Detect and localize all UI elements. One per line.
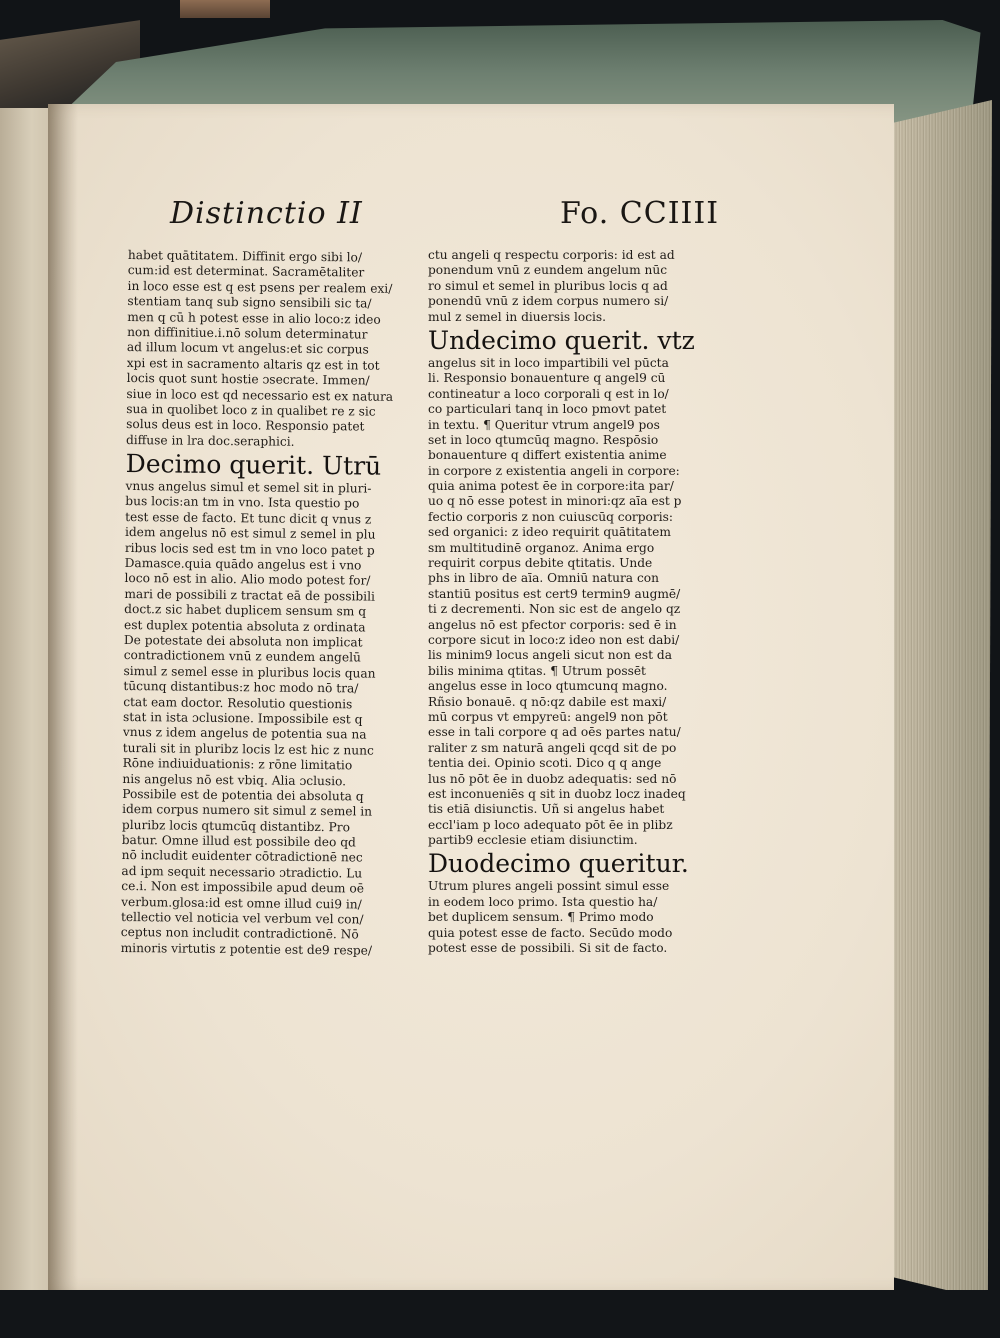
text-line: tūcunq distantibus:z hoc modo nō tra/ [123, 679, 359, 696]
text-line: angelus nō est pfector corporis: sed ē in [428, 617, 677, 632]
text-line: ro simul et semel in pluribus locis q ad [428, 278, 668, 293]
verso-page-edge [0, 108, 54, 1298]
text-line: mari de possibili z tractat eā de possibili [124, 586, 376, 604]
text-line: tellectio vel noticia vel verbum vel con/ [120, 909, 364, 927]
text-line: quia potest esse de facto. Secūdo modo [428, 925, 673, 940]
text-line: sm multitudinē organoz. Anima ergo [428, 540, 655, 555]
text-line: test esse de facto. Et tunc dicit q vnus z [125, 509, 372, 527]
text-line: nis angelus nō est vbiq. Alia ɔclusio. [122, 771, 347, 788]
text-line: bonauenture q differt existentia anime [428, 448, 667, 463]
text-line: tis etiā disiunctis. Uñ si angelus habet [428, 802, 665, 817]
text-line: idem angelus nō est simul z semel in plu [124, 525, 376, 542]
text-column-right [428, 248, 738, 956]
text-line: contineatur a loco corporali q est in lo/ [428, 386, 669, 401]
text-line: fectio corporis z non cuiuscūq corporis: [428, 509, 673, 524]
text-line: li. Responsio bonauenture q angel9 cū [428, 371, 666, 386]
binding-leather [180, 0, 270, 18]
text-line: habet quātitatem. Diffinit ergo sibi lo/ [127, 248, 363, 265]
text-line: contradictionem vnū z eundem angelū [123, 648, 361, 665]
text-line: in corpore z existentia angeli in corpore: [428, 463, 680, 478]
text-line: corpore sicut in loco:z ideo non est dabi/ [428, 632, 680, 647]
text-line: mū corpus vt empyreū: angel9 non pōt [428, 709, 668, 724]
text-line: quia anima potest ēe in corpore:ita par/ [428, 479, 674, 494]
text-line: bilis minima qtitas. ¶ Utrum possēt [428, 663, 646, 678]
text-line: angelus sit in loco impartibili vel pūcta [428, 355, 669, 370]
text-line: ad ipm sequit necessario ɔtradictio. Lu [121, 863, 363, 881]
text-line: diffuse in lra doc.seraphici. [125, 432, 295, 449]
text-line: esse in tali corpore q ad oēs partes natu/ [428, 725, 681, 740]
text-line: requirit corpus debite qtitatis. Unde [428, 556, 653, 571]
text-line: Possibile est de potentia dei absoluta q [122, 786, 364, 804]
text-line: vnus angelus simul et semel sit in pluri- [125, 479, 372, 496]
text-line: raliter z sm naturā angeli qcqd sit de po [428, 740, 677, 755]
text-line: ctu angeli q respectu corporis: id est ad [428, 248, 675, 262]
text-line: lis minim9 locus angeli sicut non est da [428, 648, 672, 663]
text-line: ponendū vnū z idem corpus numero si/ [428, 294, 669, 309]
text-line: partib9 ecclesie etiam disiunctim. [428, 833, 638, 848]
text-line: ce.i. Non est impossibile apud deum oē [121, 879, 365, 896]
text-line: vnus z idem angelus de potentia sua na [122, 725, 367, 742]
text-line: eccl'iam p loco adequato pōt ēe in plibz [428, 817, 673, 832]
text-line: co particulari tanq in loco pmovt patet [428, 402, 667, 417]
background-strip [0, 1290, 1000, 1338]
text-line: Damasce.quia quādo angelus est i vno [124, 556, 362, 573]
text-line: ceptus non includit contradictionē. Nō [120, 925, 359, 942]
text-line: ribus locis sed est tm in vno loco patet p [124, 540, 375, 558]
text-line: mul z semel in diuersis locis. [428, 309, 607, 324]
text-line: turali sit in pluribz locis lz est hic z nunc [122, 740, 374, 758]
text-line: pluribz locis qtumcūq distantibz. Pro [121, 817, 351, 835]
text-line: idem corpus numero sit simul z semel in [122, 802, 373, 819]
text-line: bus locis:an tm in vno. Ista questio po [125, 494, 360, 511]
text-line: doct.z sic habet duplicem sensum sm q [124, 602, 367, 619]
text-line: locis quot sunt hostie ɔsecrate. Immen/ [126, 371, 370, 388]
text-line: ti z decrementi. Non sic est de angelo qz [428, 602, 681, 617]
text-line: stantiū positus est cert9 termin9 augmē/ [428, 586, 681, 601]
text-column-left [121, 248, 428, 959]
text-line: ctat eam doctor. Resolutio questionis [123, 694, 353, 711]
text-line: simul z semel esse in pluribus locis quan [123, 663, 376, 681]
text-line: Rñsio bonauē. q nō:qz dabile est maxi/ [428, 694, 667, 709]
text-line: ad illum locum vt angelus:et sic corpus [126, 340, 369, 357]
text-line: cum:id est determinat. Sacramētaliter [127, 263, 365, 280]
folio-number: Fo. CCIIII [560, 196, 720, 231]
text-line: tentia dei. Opinio scoti. Dico q q ange [428, 756, 662, 771]
text-line: angelus esse in loco qtumcunq magno. [428, 679, 668, 694]
rubric-decimo: Decimo querit. Utrū [125, 449, 382, 481]
running-head: Distinctio II [170, 196, 363, 231]
text-line: est inconueniēs q sit in duobz locz inadeq [428, 786, 686, 801]
text-line: loco nō est in alio. Alio modo potest for/ [124, 571, 371, 588]
rubric-duodecimo: Duodecimo queritur. [428, 849, 689, 879]
text-line: uo q nō esse potest in minori:qz aīa est p [428, 494, 682, 509]
text-line: batur. Omne illud est possibile deo qd [121, 833, 356, 850]
text-line: men q cū h potest esse in alio loco:z ideo [127, 309, 381, 327]
text-line: solus deus est in loco. Responsio patet [126, 417, 365, 434]
text-line: stat in ista ɔclusione. Impossibile est q [123, 709, 363, 727]
text-line: ponendum vnū z eundem angelum nūc [428, 263, 668, 278]
text-line: sua in quolibet loco z in qualibet re z sic [126, 401, 376, 419]
text-line: De potestate dei absoluta non implicat [123, 632, 363, 650]
text-line: minoris virtutis z potentie est de9 respe/ [120, 940, 373, 958]
text-line: stentiam tanq sub signo sensibili sic ta/ [127, 294, 372, 311]
text-line: non diffinitiue.i.nō solum determinatur [127, 324, 368, 342]
text-line: Utrum plures angeli possint simul esse [428, 879, 670, 894]
text-line: est duplex potentia absoluta z ordinata [123, 617, 366, 635]
text-line: Rōne indiuiduationis: z rōne limitatio [122, 756, 353, 773]
text-line: potest esse de possibili. Si sit de facto. [428, 941, 668, 956]
text-line: verbum.glosa:id est omne illud cui9 in/ [121, 894, 362, 912]
text-line: in eodem loco primo. Ista questio ha/ [428, 894, 658, 909]
text-line: xpi est in sacramento altaris qz est in tot [126, 355, 380, 373]
text-line: sed organici: z ideo requirit quātitatem [428, 525, 671, 540]
text-line: in textu. ¶ Queritur vtrum angel9 pos [428, 417, 660, 432]
text-line: lus nō pōt ēe in duobz adequatis: sed nō [428, 771, 677, 786]
text-line: siue in loco est qd necessario est ex natura [126, 386, 394, 404]
gutter-shadow [48, 104, 78, 1292]
text-line: nō includit euidenter cōtradictionē nec [121, 848, 363, 865]
text-line: bet duplicem sensum. ¶ Primo modo [428, 910, 654, 925]
text-line: in loco esse est q est psens per realem exi/ [127, 278, 393, 296]
text-line: phs in libro de aīa. Omniū natura con [428, 571, 659, 586]
page-edge-shading [888, 100, 992, 1300]
text-line: set in loco qtumcūq magno. Respōsio [428, 432, 659, 447]
rubric-undecimo: Undecimo querit. vtz [428, 325, 695, 355]
